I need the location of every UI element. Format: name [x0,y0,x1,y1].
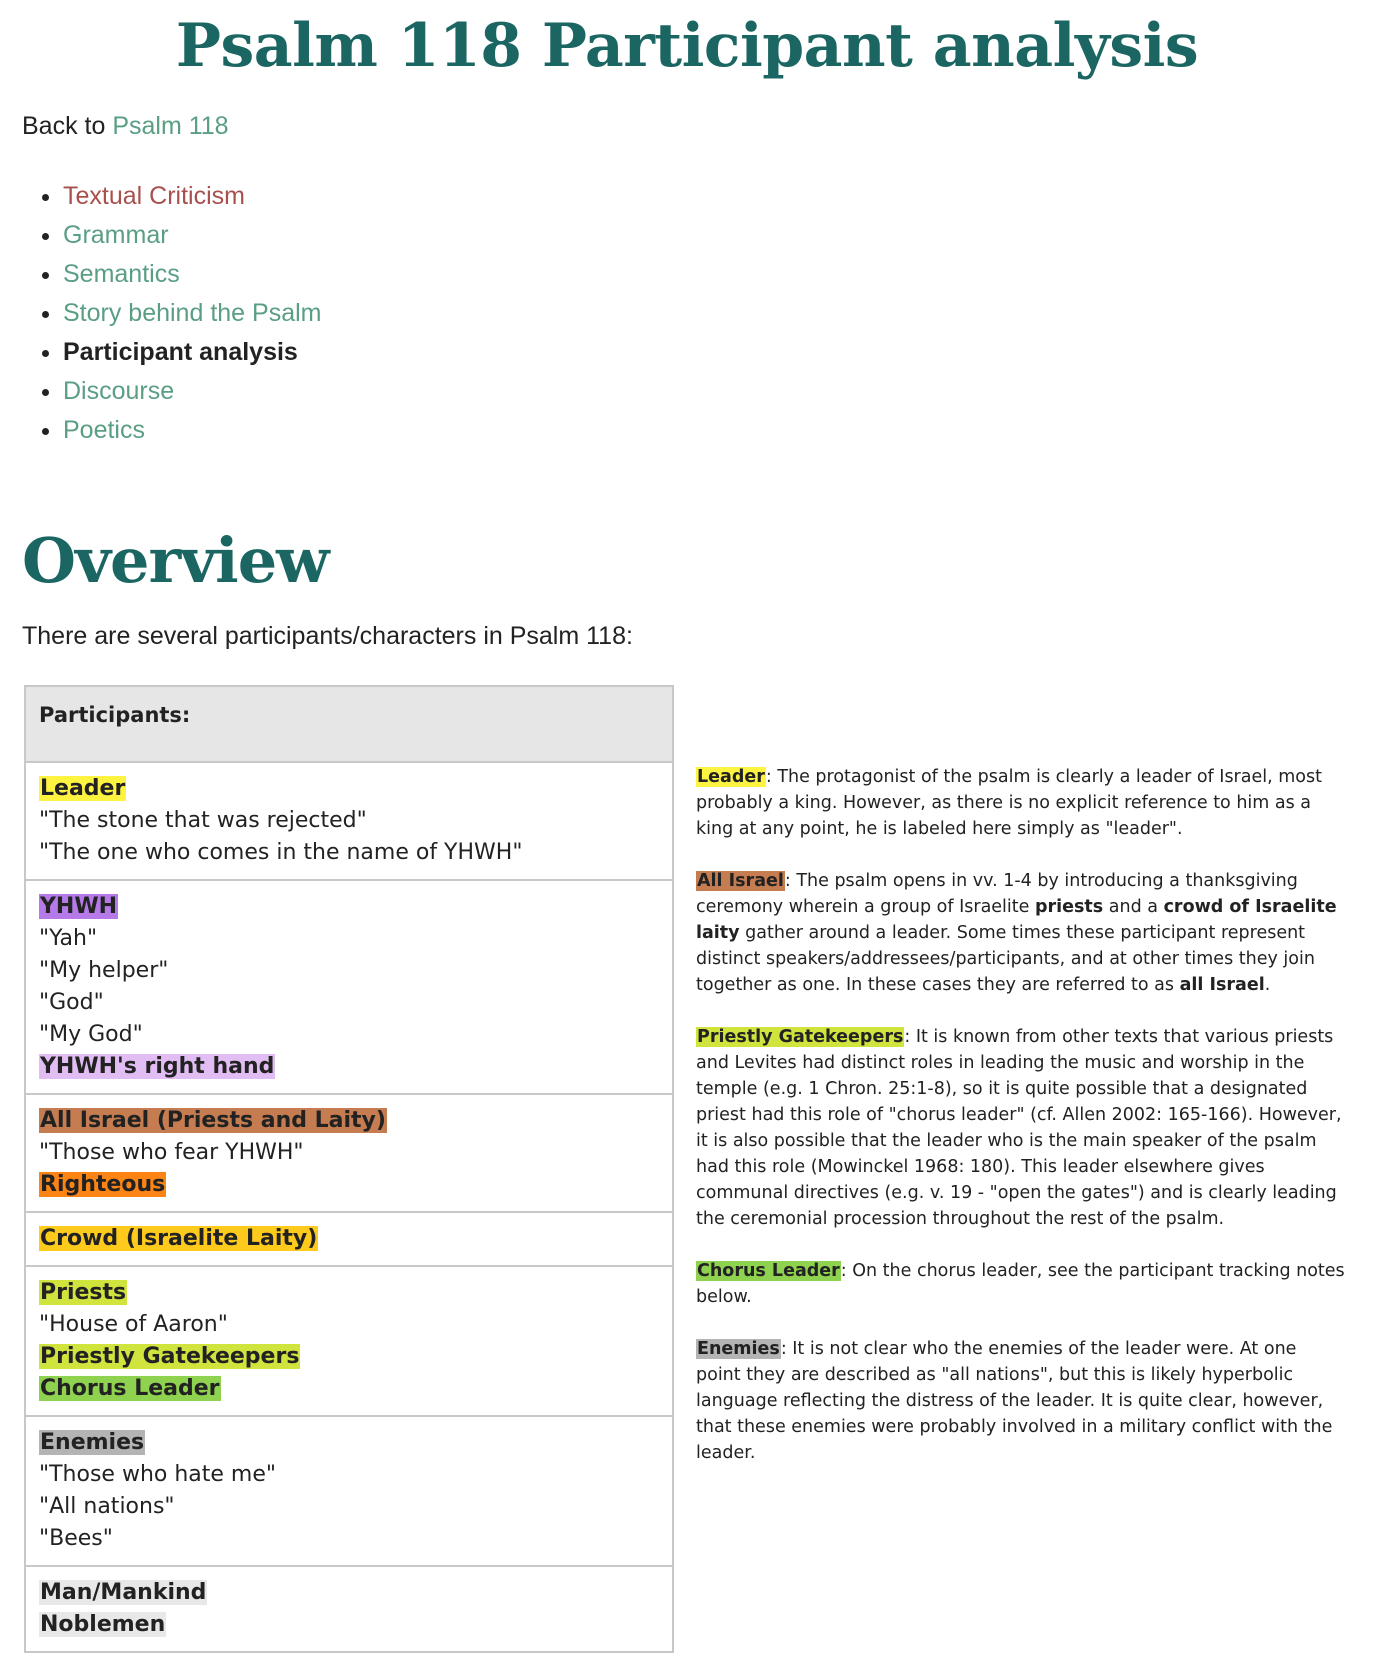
note-enemies [696,1336,1346,1466]
participant-label: Priestly Gatekeepers [40,1344,300,1369]
note-text: : It is not clear who the enemies of the leader were. At one point they are described as "all nations", but this is likely hyperbolic language reflecting the distress of the leader. It is quite clear, however, that these enemies were probably involved in a military conflict with the leader. [696,1339,1333,1463]
participant-label: Noblemen [40,1612,166,1637]
participant-line [39,837,659,869]
note-term-all-israel: All Israel [697,871,784,891]
participant-alias: "Those who hate me" [39,1462,277,1487]
participant-line [39,1427,659,1459]
participant-alias: "Yah" [39,926,98,951]
participant-label: All Israel (Priests and Laity) [40,1108,386,1133]
participant-cell [25,1212,673,1266]
participant-cell [25,1094,673,1212]
participant-line [39,1051,659,1083]
participant-line [39,923,659,955]
participant-line [39,1523,659,1555]
participant-label: YHWH [40,894,118,919]
participant-line [39,773,659,805]
note-bold: priests [1034,897,1104,917]
participant-label: Leader [40,776,126,801]
participant-line [39,1373,659,1405]
table-header-row [25,686,673,762]
nav-item [63,336,321,375]
participant-cell [25,762,673,880]
note-text: : The psalm opens in vv. 1-4 by introducing a thanksgiving ceremony wherein a group of Israelite [696,871,1298,917]
nav-item [63,375,321,414]
participant-label: Crowd (Israelite Laity) [40,1226,318,1251]
nav-item [63,258,321,297]
participant-line [39,891,659,923]
note-chorus-leader [696,1258,1346,1310]
note-all-israel [696,868,1346,998]
note-term-enemies: Enemies [697,1339,780,1359]
note-term-leader: Leader [697,767,765,787]
participant-line [39,1105,659,1137]
table-header-cell: Participants: [25,686,673,762]
participant-line [39,955,659,987]
participant-cell [25,1416,673,1566]
participant-label: Priests [40,1280,127,1305]
participant-line [39,1223,659,1255]
table-row [25,1266,673,1416]
participant-line [39,1277,659,1309]
participant-alias: "House of Aaron" [39,1312,228,1337]
participant-line [39,1491,659,1523]
nav-item [63,297,321,336]
nav-link-poetics[interactable]: Poetics [63,416,145,444]
overview-intro: There are several participants/characters in Psalm 118: [22,622,633,650]
note-text: : It is known from other texts that various priests and Levites had distinct roles in leading the music and worship in the temple (e.g. 1 Chron. 25:1-8), so it is quite possible that a designated priest had this role of "chorus leader" (cf. Allen 2002: 165-166). However, it is also possible that the leader who is the main speaker of the psalm had this role (Mowinckel 1968: 180). This leader elsewhere gives communal directives (e.g. v. 19 - "open the gates") and is clearly leading the ceremonial procession throughout the rest of the psalm. [696,1027,1342,1229]
participant-alias: "The stone that was rejected" [39,808,367,833]
nav-item [63,414,321,453]
participant-line [39,1577,659,1609]
participant-line [39,1019,659,1051]
table-row [25,880,673,1094]
participant-alias: "The one who comes in the name of YHWH" [39,840,523,865]
nav-link-discourse[interactable]: Discourse [63,377,175,405]
participant-line [39,1137,659,1169]
overview-heading: Overview [22,524,329,597]
participant-line [39,987,659,1019]
note-text: : The protagonist of the psalm is clearly a leader of Israel, most probably a king. However, as there is no explicit reference to him as a king at any point, he is labeled here simply as "leader". [696,767,1322,839]
note-term-priestly-gatekeepers: Priestly Gatekeepers [697,1027,904,1047]
participant-cell [25,1566,673,1652]
back-line [22,112,229,141]
nav-item [63,180,321,219]
participant-alias: "My God" [39,1022,143,1047]
participant-line [39,805,659,837]
note-priestly-gatekeepers [696,1024,1346,1232]
participant-alias: "Bees" [39,1526,113,1551]
nav-link-grammar[interactable]: Grammar [63,221,169,249]
participant-line [39,1309,659,1341]
participant-alias: "Those who fear YHWH" [39,1140,304,1165]
participant-alias: "My helper" [39,958,169,983]
participant-label: Righteous [40,1172,166,1197]
table-row [25,1566,673,1652]
participant-line [39,1169,659,1201]
participant-label: Chorus Leader [40,1376,220,1401]
participant-notes [696,764,1346,1492]
table-row [25,762,673,880]
section-nav [22,180,321,453]
nav-current-participant-analysis: Participant analysis [63,338,298,366]
table-row [25,1212,673,1266]
back-prefix: Back to [22,112,106,140]
participants-table [24,685,674,1653]
table-row [25,1416,673,1566]
note-term-chorus-leader: Chorus Leader [697,1261,840,1281]
participant-line [39,1341,659,1373]
note-bold: crowd of Israelite laity [696,897,1337,943]
participant-label: YHWH's right hand [40,1054,275,1079]
page-title: Psalm 118 Participant analysis [175,11,1199,81]
note-text: gather around a leader. Some times these participant represent distinct speakers/addressees/participants, and at other times they join together as one. In these cases they are referred to as [696,923,1315,995]
note-bold: all Israel [1179,975,1265,995]
back-link[interactable]: Psalm 118 [112,112,229,140]
participant-line [39,1609,659,1641]
participant-label: Man/Mankind [40,1580,207,1605]
note-leader [696,764,1346,842]
table-row [25,1094,673,1212]
participant-cell [25,880,673,1094]
participant-label: Enemies [40,1430,145,1455]
note-text: : On the chorus leader, see the participant tracking notes below. [696,1261,1345,1307]
participant-cell [25,1266,673,1416]
nav-link-story[interactable]: Story behind the Psalm [63,299,322,327]
participant-line [39,1459,659,1491]
nav-link-semantics[interactable]: Semantics [63,260,180,288]
nav-item [63,219,321,258]
note-text: and a [1103,897,1164,917]
note-text: . [1264,975,1271,995]
nav-link-textual-criticism[interactable]: Textual Criticism [63,182,245,210]
participant-alias: "All nations" [39,1494,175,1519]
participant-alias: "God" [39,990,104,1015]
